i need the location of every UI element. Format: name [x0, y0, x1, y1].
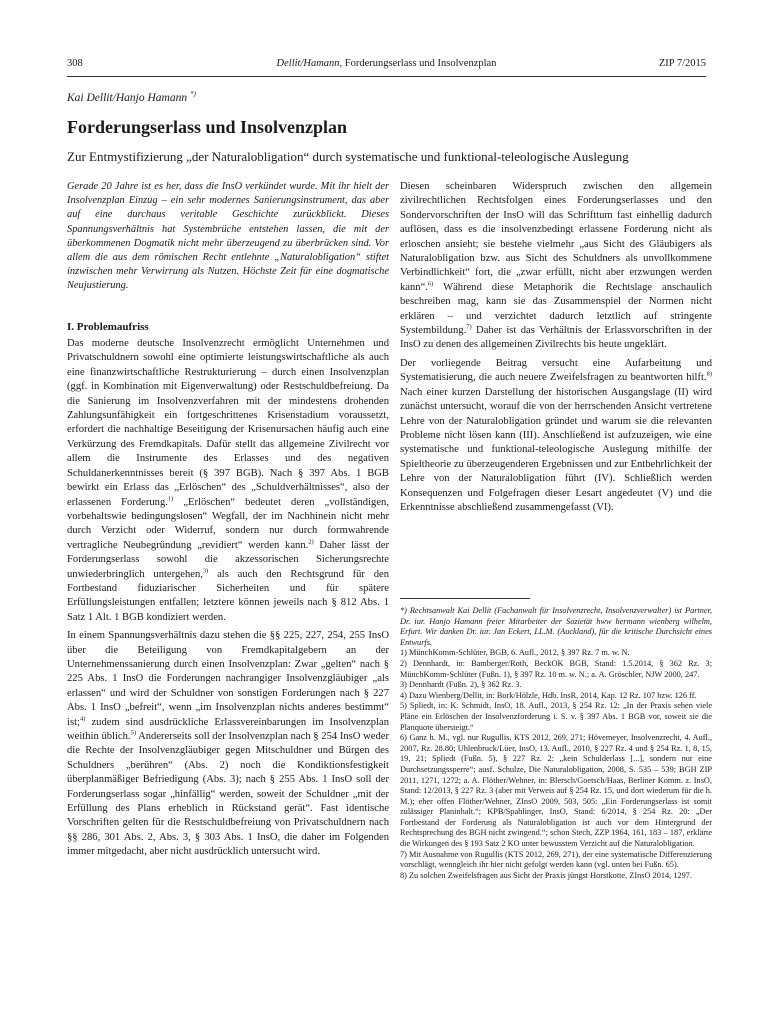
- left-column: [67, 180, 389, 864]
- right-column: [400, 180, 712, 519]
- section-heading: I. Problemaufriss: [67, 320, 149, 333]
- text: Daher lässt der Forderungserlass sowohl die akzessorischen Sicherungsrechte unwiederbringlich untergehen,: [67, 539, 389, 580]
- text: zudem sind ausdrückliche Erlassvereinbarungen im Insolvenzplan weithin üblich.: [67, 716, 389, 742]
- footnote: 1) MünchKomm-Schlüter, BGB, 6. Aufl., 2012, § 397 Rz. 7 m. w. N.: [400, 648, 630, 658]
- text: Diesen scheinbaren Widerspruch zwischen den allgemein zivilrechtlichen Rechtsfolgen eines Forderungserlasses und den Sondervorschriften der InsO will das Schrifttum fast einhellig dadurch auflösen, dass es die insolvenzbedingt erlassene Forderung nicht als erloschen ansieht; sie bestehe vielmehr „aus Sicht des Gläubigers als Naturalobligation bzw. aus Sicht des Schuldners als unvollkommene Verbindlichkeit“ fort, die „zwar erfüllt, nicht aber erzwungen werden kann“.: [400, 181, 712, 293]
- text: Daher ist das Verhältnis der Erlassvorschriften in der InsO zu denen des allgemeinen Zivilrechts bis heute ungeklärt.: [400, 325, 712, 351]
- authors-footnote-mark: *): [190, 90, 196, 99]
- footnote: 3) Dennhardt (Fußn. 2), § 362 Rz. 3.: [400, 680, 522, 690]
- journal-issue: ZIP 7/2015: [658, 58, 706, 69]
- abstract: Gerade 20 Jahre ist es her, dass die InsO verkündet wurde. Mit ihr hielt der Insolvenzplan Einzug – ein sehr modernes Sanierungsinstrument, das aber auf eine durchaus veritable Geschichte zurückblickt. Dieses Spannungsverhältnis hat Systembrüche entstehen lassen, die mit der überkommenen Dogmatik nicht mehr überzeugend zu überbrücken sind. Vor allem die aus dem römischen Recht entlehnte „Naturalobligation“ stiftet inzwischen mehr Verwirrung als Nutzen. Höchste Zeit für eine dogmatische Neujustierung.: [67, 181, 389, 292]
- footnote: 8) Zu solchen Zweifelsfragen aus Sicht der Praxis jüngst Horstkotte, ZInsO 2014, 1297.: [400, 870, 692, 880]
- text: Während diese Metaphorik die Rechtslage anschaulich beschreiben mag, kann sie das Zusammenspiel der Normen nicht erklären – und verzichtet dadurch letztlich auf stringente Systembildung.: [400, 281, 712, 337]
- footnotes: [400, 606, 712, 881]
- footnote-ref[interactable]: 1): [167, 494, 174, 502]
- footnote-ref[interactable]: 4): [79, 715, 86, 723]
- footnote-ref[interactable]: 8): [706, 370, 712, 378]
- running-title: Forderungserlass und Insolvenzplan: [344, 58, 497, 69]
- paragraph: [67, 337, 389, 625]
- article-subtitle: Zur Entmystifizierung „der Naturalobligation“ durch systematische und funktional-teleologische Auslegung: [67, 149, 629, 164]
- footnote: 5) Spliedt, in: K. Schmidt, InsO, 18. Aufl., 2013, § 254 Rz. 12: „In der Praxis sehen viele Pläne ein Erlöschen der Insolvenzforderung i. S. v. § 397 Abs. 1 BGB vor, soweit sie die Planquote übersteigt.“: [400, 701, 712, 732]
- running-head: [67, 58, 706, 69]
- footnote: 7) Mit Ausnahme von Rugullis (KTS 2012, 269, 271), der eine systematische Differenzierung vorschlägt, wenngleich ihr hier nicht gefolgt werden kann (vgl. unten bei Fußn. 65).: [400, 849, 712, 870]
- authors-text: Kai Dellit/Hanjo Hamann: [67, 92, 188, 104]
- text: In einem Spannungsverhältnis dazu stehen die §§ 225, 227, 254, 255 InsO über die Beteiligung von Fremdkapitalgebern an der Unternehmenssanierung durch einen Insolvenzplan: Zwar „gelten“ nach § 225 Abs. 1 InsO die Forderungen nachrangiger Insolvenzgläubiger „als erlassen“ und wird der Schuldner von sonstigen Forderungen nach § 227 Abs. 1 InsO „befreit“, wenn „im Insolvenzplan nichts anderes bestimmt“ ist;: [67, 630, 389, 728]
- text: Andererseits soll der Insolvenzplan nach § 254 InsO weder die Rechte der Insolvenzgläubiger gegen Mitschuldner und Bürgen des Schuldners „berühren“ (Abs. 2) noch die Kondiktionsfestigkeit überplanmäßiger Befriedigung (Abs. 3); nach § 255 Abs. 1 InsO soll der Forderungserlass sogar „hinfällig“ werden, soweit der Schuldner „mit der Erfüllung des Plans erheblich in Rückstand gerät“. Fast identische Vorschriften gelten für die Restschuldbefreiung von Privatschuldnern nach §§ 286, 301 Abs. 2, Abs. 3, § 303 Abs. 1 InsO, die daher im Folgenden immer mitgedacht, aber nicht ausdrücklich untersucht wird.: [67, 731, 389, 858]
- text: Der vorliegende Beitrag versucht eine Aufarbeitung und Systematisierung, die auch neuere Zweifelsfragen zu beantworten hilft.: [400, 357, 712, 384]
- header-rule: [67, 76, 706, 77]
- footnote-ref[interactable]: 3): [202, 567, 209, 574]
- footnote-ref[interactable]: 7): [466, 323, 472, 331]
- footnote: 4) Dazu Wienberg/Dellit, in: Bork/Hölzle, Hdb. InsR, 2014, Kap. 12 Rz. 107 bzw. 126 ff.: [400, 690, 697, 700]
- footnote-ref[interactable]: 2): [308, 538, 314, 546]
- footnote-ref[interactable]: 5): [130, 729, 137, 737]
- text: „Erlöschen“ bedeutet deren „vollständigen, vorbehaltswie bedingungslosen“ Wegfall, der im Nachhinein nicht mehr durch Verzicht oder Widerruf, sondern nur durch formwahrende vertragliche Neubegründung „revidiert“ werden kann.: [67, 496, 389, 551]
- footnote-rule: [400, 598, 530, 599]
- page-number: 308: [67, 58, 83, 69]
- footnote: 2) Dennhardt, in: Bamberger/Roth, BeckOK BGB, Stand: 1.5.2014, § 362 Rz. 3; MünchKomm-Schlüter (Fußn. 1), § 397 Rz. 10 m. w. N.; a. A. Gröschler, NJW 2000, 247.: [400, 658, 712, 679]
- text: Das moderne deutsche Insolvenzrecht ermöglicht Unternehmen und Privatschuldnern sowohl eine optimierte leistungswirtschaftliche als auch eine finanzwirtschaftliche Restrukturierung – durch einen Insolvenzplan (ggf. in Kombination mit Eigenverwaltung) oder Restschuldbefreiung. Da die Sanierung im Insolvenzverfahren mit der mindestens drohenden Zahlungsunfähigkeit ein fortgeschrittenes Krisenstadium voraussetzt, erfordert die nachhaltige Beseitigung der Krisenursachen häufig auch eine Verkürzung des Fremdkapitals. Dafür stellt das allgemeine Zivilrecht vor allem die Instrumente des Erlasses und des negativen Schuldanerkenntnisses bereit (§ 397 BGB). Nach § 397 Abs. 1 BGB bewirkt ein Erlass das „Erlöschen“ des „Schuldverhältnisses“, also der erlassenen Forderung.: [67, 338, 389, 508]
- footnote: *) Rechtsanwalt Kai Dellit (Fachanwalt für Insolvenzrecht, Insolvenzverwalter) ist Partner, Dr. iur. Hanjo Hamann freier Mitarbeiter der Sozietät hww hermann wienberg wilhelm, Erfurt. Wir danken Dr. iur. Jan Eckert, LL.M. (Auckland), für die kritische Durchsicht eines Entwurfs.: [400, 606, 712, 647]
- page-header: [67, 58, 706, 74]
- text: Nach einer kurzen Darstellung der historischen Ausgangslage (II) wird zunächst untersucht, worauf die von der herrschenden Ansicht vertretene Lehre von der Naturalobligation gründet und warum sie die relevanten Probleme nicht lösen kann (III). Anschließend ist aufzuzeigen, wie eine systematische und funktional-teleologische Auslegung mithilfe der Spieltheorie zu überzeugenderen Ergebnissen und zur Entbehrlichkeit der Lehre von der Naturalobligation führt (IV). Schließlich werden Konsequenzen und Folgefragen dieser Lesart angedeutet (V) und die Erkenntnisse abschließend zusammengefasst (VI).: [400, 386, 712, 513]
- paragraph: [400, 357, 712, 515]
- footnote: 6) Ganz h. M., vgl. nur Rugullis, KTS 2012, 269, 271; Hövemeyer, Insolvenzrecht, 4. Aufl., 2007, Rz. 28.80; Uhlenbruck/Lüer, InsO, 13. Aufl., 2010, § 227 Rz. 4 und § 254 Rz. 1, 8, 15, 19, 21; Spliedt (Fußn. 5), § 227 Rz. 2: „kein Schulderlass [...], sondern nur eine Durchsetzungssperre“; ausf. Schulze, Die Naturalobligation, 2008, S. 535 – 539; BGH ZIP 2011, 1271, 1272; a. A. Flöther/Wehner, in: Blersch/Goetsch/Haas, Berliner Komm. z. InsO, Stand: 12/2013, § 227 Rz. 3 (aber mit Verweis auf § 254 Rz. 15, und dort wiederum für die h. M.); eher offen Flöther/Wehner, ZInsO 2009, 503, 505: „Ein Forderungserlass ist somit zulässiger Planinhalt.“; KPB/Spahlinger, InsO, Stand: 6/2014, § 254 Rz. 20: „Der Fortbestand der Forderung als Naturalobligation ist auch vor dem Hintergrund der Rechtsprechung des BGH nicht zwingend.“; schon Stech, ZZP 1964, 161, 183 – 187, erklärte die Wirkungen des § 193 Satz 2 KO unter bewusstem Verzicht auf die Naturalobligation.: [400, 733, 712, 849]
- article-authors: [67, 92, 196, 104]
- paragraph: [67, 629, 389, 860]
- running-authors: Dellit/Hamann,: [276, 58, 343, 69]
- footnote-ref[interactable]: 6): [427, 280, 434, 288]
- article-title: Forderungserlass und Insolvenzplan: [67, 117, 348, 137]
- paragraph: [400, 180, 712, 353]
- text: als auch den Rechtsgrund für den Fortbestand fiduziarischer Sicherheiten und für spätere Erfüllungsleistungen entfallen; letztere können jeweils nach § 812 Abs. 1 Satz 1 Alt. 1 BGB kondiziert werden.: [67, 568, 389, 623]
